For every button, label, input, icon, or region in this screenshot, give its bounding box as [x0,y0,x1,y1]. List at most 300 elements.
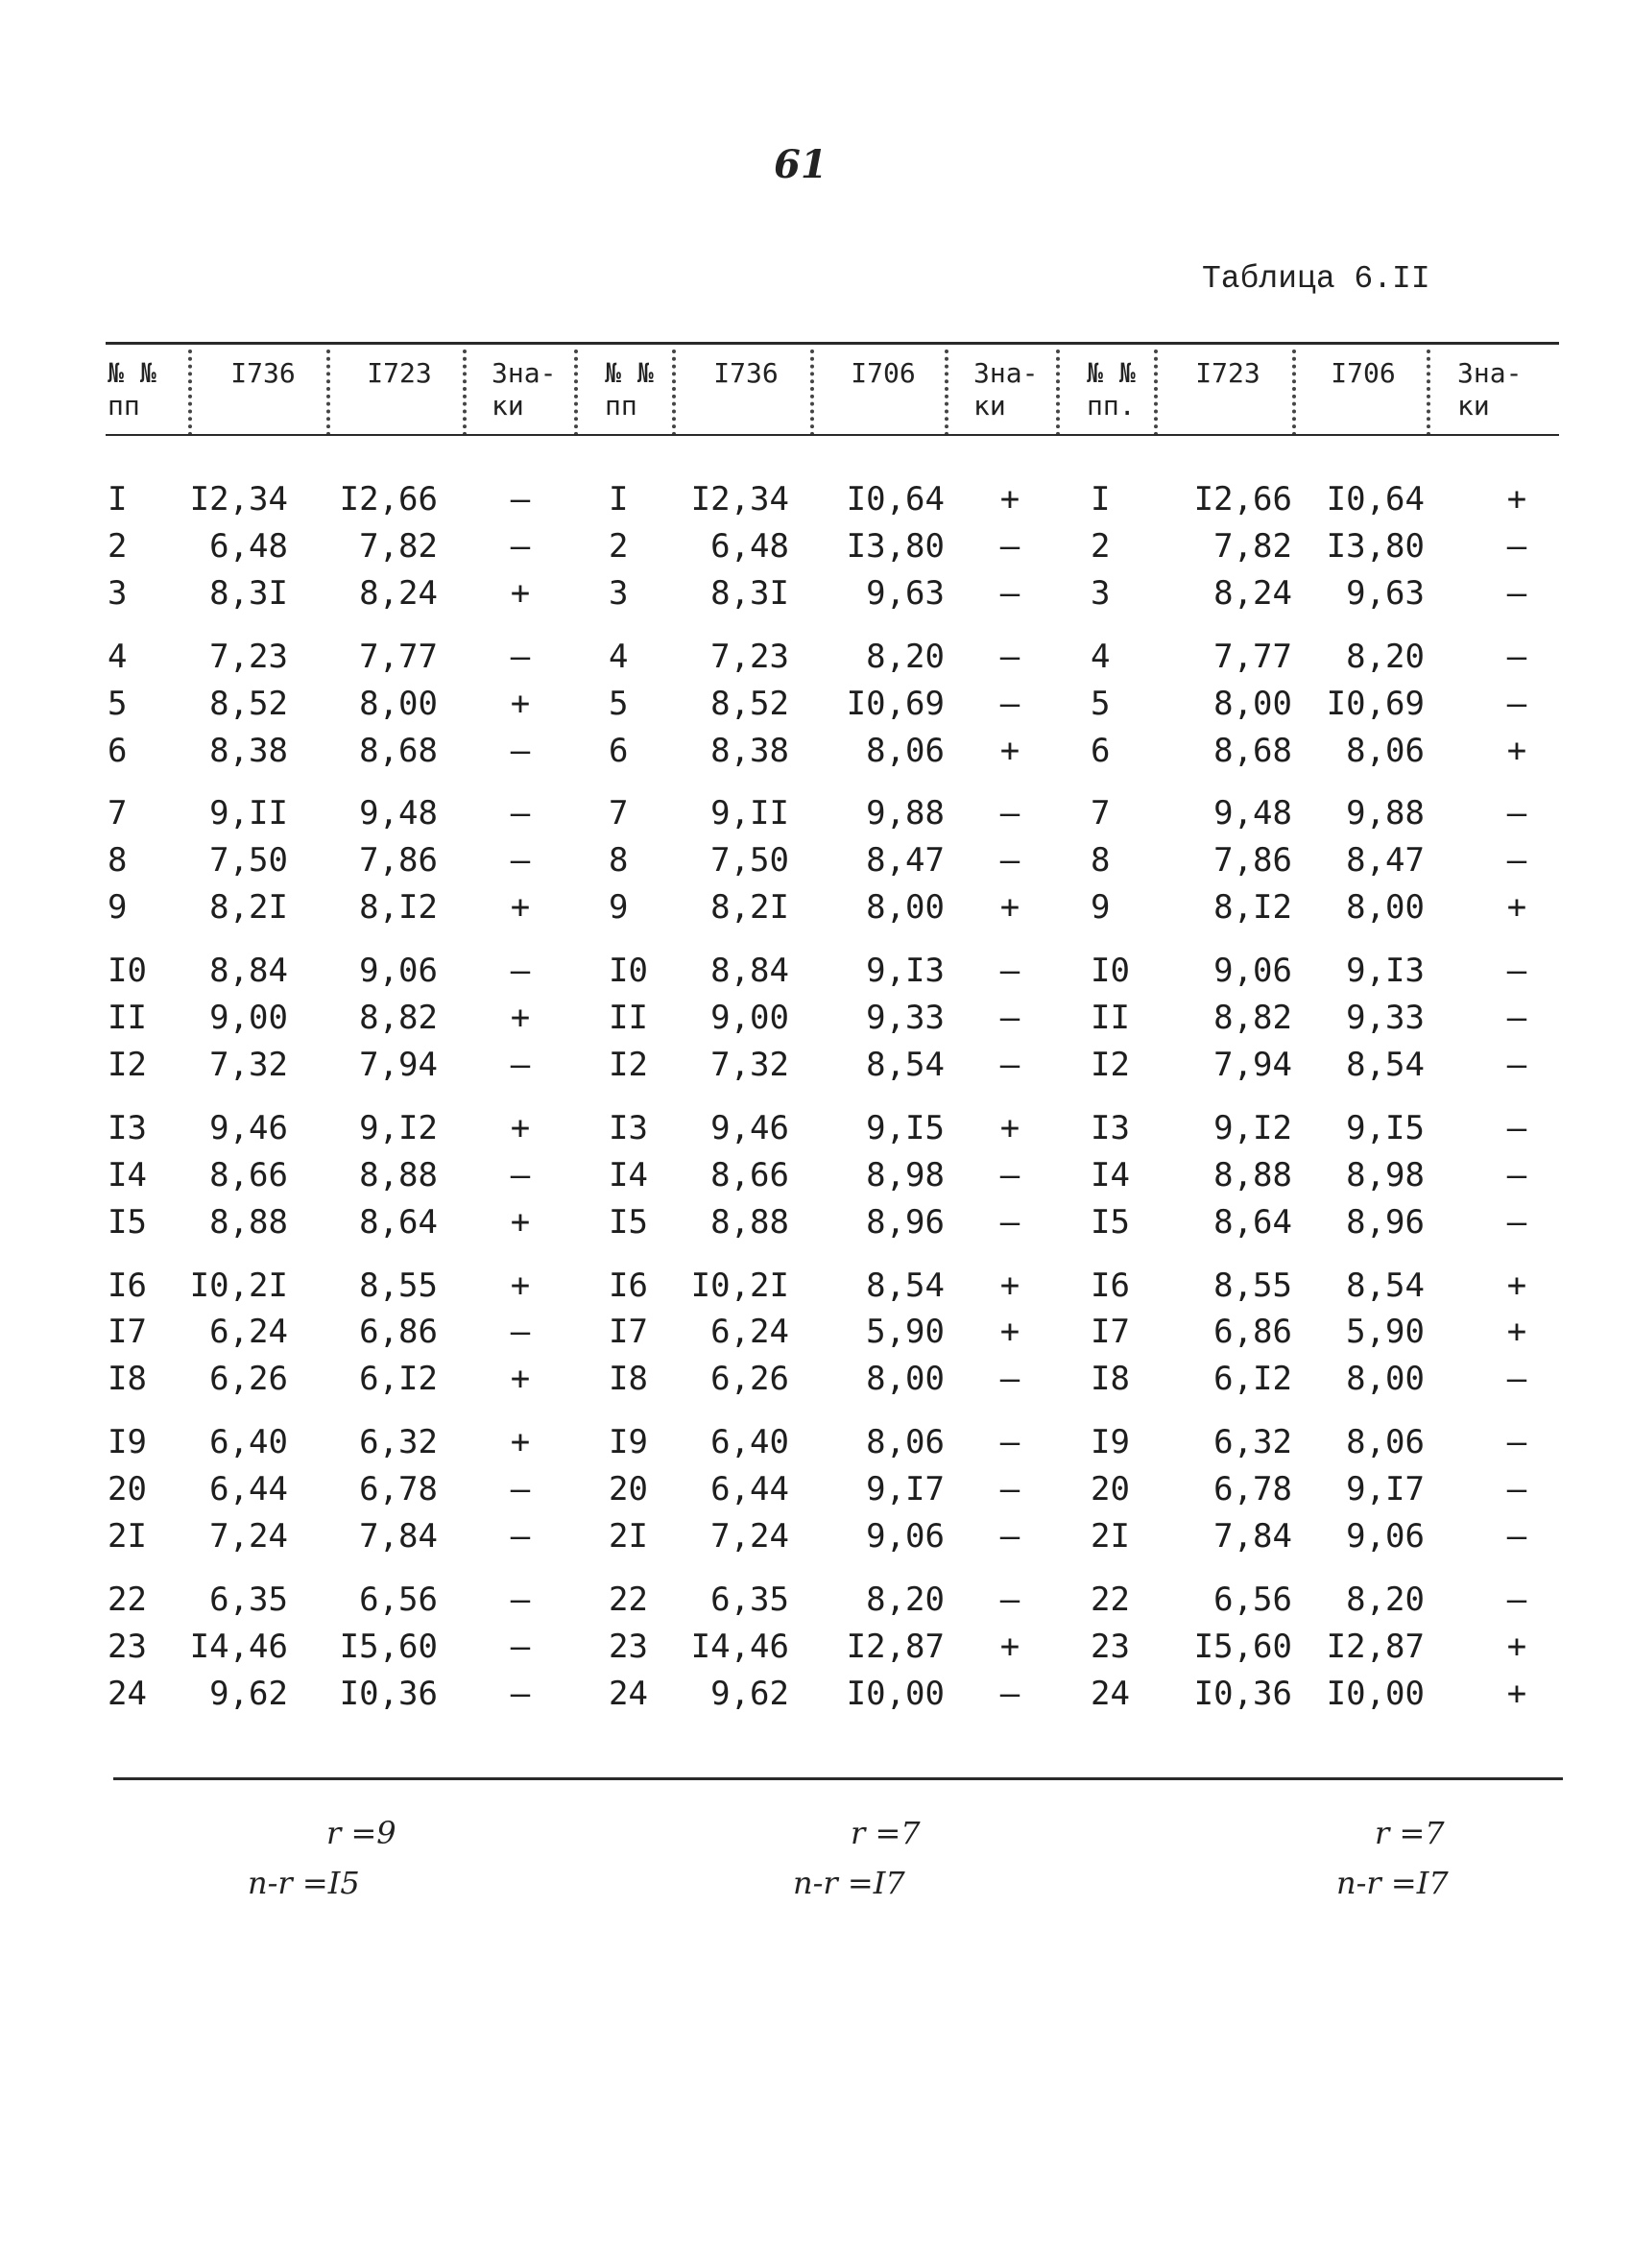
cell-g3-val-c: 9,88 [1346,794,1425,833]
cell-g1-sign: – [510,1470,531,1509]
cell-g3-number: 3 [1091,573,1111,613]
cell-g3-val-c: I2,87 [1326,1627,1425,1666]
cell-g3-number: I0 [1091,952,1130,991]
cell-g1-sign: – [510,526,531,566]
cell-g2-number: I [609,480,629,519]
header-g2-col-a: I736 [713,357,779,389]
header-g2-number: № № пп [605,357,654,422]
cell-g1-sign: + [510,573,531,613]
table-row [0,1356,1632,1402]
table-row [0,884,1632,930]
cell-g3-number: 8 [1091,841,1111,881]
cell-g3-sign: + [1506,1266,1527,1305]
cell-g2-val-a: I4,46 [690,1627,789,1666]
cell-g2-sign: – [999,684,1020,723]
cell-g1-val-b: 7,94 [359,1045,438,1084]
cell-g2-val-c: 8,54 [866,1045,945,1084]
cell-g2-val-a: 8,84 [710,952,789,991]
cell-g2-val-a: 7,50 [710,841,789,881]
cell-g2-val-a: 8,66 [710,1155,789,1194]
cell-g2-number: I7 [609,1313,648,1352]
cell-g1-number: II [108,999,147,1037]
cell-g1-val-a: 6,24 [209,1313,288,1352]
cell-g2-sign: + [999,888,1020,928]
cell-g2-val-a: I0,2I [690,1266,789,1305]
cell-g1-val-a: 8,38 [209,731,288,770]
cell-g1-number: I0 [108,952,147,991]
cell-g3-val-b: 9,I2 [1213,1108,1292,1147]
cell-g3-val-b: 8,24 [1213,573,1292,613]
cell-g1-val-a: 6,44 [209,1470,288,1509]
cell-g2-val-c: 9,63 [866,573,945,613]
cell-g1-number: 2I [108,1517,147,1556]
cell-g3-val-c: 9,33 [1346,999,1425,1037]
header-g3-col-b: I723 [1195,357,1260,389]
cell-g2-number: II [609,999,648,1037]
cell-g2-sign: – [999,573,1020,613]
cell-g3-val-c: 8,98 [1346,1155,1425,1194]
cell-g1-sign: – [510,480,531,519]
cell-g1-val-b: 8,88 [359,1155,438,1194]
table-row [0,837,1632,883]
cell-g2-val-a: 8,88 [710,1202,789,1242]
cell-g3-val-c: I0,00 [1326,1674,1425,1713]
cell-g2-val-c: I0,69 [846,684,945,723]
cell-g1-number: 2 [108,526,128,566]
cell-g3-val-c: 8,00 [1346,888,1425,928]
cell-g2-sign: + [999,1108,1020,1147]
cell-g1-val-b: 8,64 [359,1202,438,1242]
cell-g3-number: 2I [1091,1517,1130,1556]
cell-g1-val-a: 9,II [209,794,288,833]
cell-g2-sign: – [999,1517,1020,1556]
cell-g1-val-b: 8,55 [359,1266,438,1305]
cell-g3-val-b: 7,86 [1213,841,1292,881]
cell-g1-sign: + [510,684,531,723]
cell-g1-number: I9 [108,1423,147,1462]
table-row [0,1309,1632,1355]
cell-g1-val-b: 6,32 [359,1423,438,1462]
cell-g2-number: I6 [609,1266,648,1305]
cell-g3-sign: – [1506,684,1527,723]
cell-g2-number: 2 [609,526,629,566]
header-g2-signs: Зна- ки [973,357,1039,422]
cell-g1-val-a: 7,23 [209,637,288,676]
cell-g3-sign: – [1506,573,1527,613]
cell-g3-number: 22 [1091,1580,1130,1619]
cell-g2-sign: + [999,480,1020,519]
cell-g2-val-a: 9,II [710,794,789,833]
cell-g3-val-c: I0,64 [1326,480,1425,519]
page-number: 61 [774,142,828,187]
cell-g2-sign: – [999,637,1020,676]
cell-g2-val-c: I3,80 [846,526,945,566]
cell-g2-sign: – [999,1360,1020,1399]
cell-g3-sign: – [1506,841,1527,881]
cell-g2-val-c: 9,06 [866,1517,945,1556]
cell-g3-val-c: 8,54 [1346,1266,1425,1305]
cell-g3-number: 24 [1091,1674,1130,1713]
cell-g3-sign: – [1506,1423,1527,1462]
cell-g2-sign: – [999,1202,1020,1242]
table-row [0,790,1632,836]
cell-g3-sign: – [1506,637,1527,676]
cell-g3-val-b: 8,I2 [1213,888,1292,928]
cell-g2-number: I5 [609,1202,648,1242]
cell-g1-sign: + [510,888,531,928]
cell-g3-val-b: 7,84 [1213,1517,1292,1556]
cell-g3-number: 7 [1091,794,1111,833]
cell-g2-val-a: 6,40 [710,1423,789,1462]
cell-g2-sign: + [999,731,1020,770]
cell-g2-sign: – [999,1470,1020,1509]
cell-g2-val-a: 6,26 [710,1360,789,1399]
cell-g2-sign: – [999,1045,1020,1084]
cell-g3-val-b: 8,64 [1213,1202,1292,1242]
cell-g3-sign: + [1506,888,1527,928]
cell-g3-sign: – [1506,794,1527,833]
header-separator [188,350,192,436]
cell-g1-val-a: 8,3I [209,573,288,613]
cell-g3-val-c: 8,20 [1346,637,1425,676]
table-row [0,1199,1632,1245]
cell-g1-number: I3 [108,1108,147,1147]
cell-g1-val-b: 6,86 [359,1313,438,1352]
header-separator [672,350,676,436]
cell-g3-number: 23 [1091,1627,1130,1666]
header-separator [463,350,467,436]
cell-g3-val-b: 8,68 [1213,731,1292,770]
header-g3-number: № № пп. [1087,357,1136,422]
cell-g2-number: I3 [609,1108,648,1147]
cell-g2-val-a: I2,34 [690,480,789,519]
table-row [0,1042,1632,1088]
cell-g2-val-c: 8,96 [866,1202,945,1242]
cell-g2-sign: – [999,794,1020,833]
cell-g1-val-b: 8,00 [359,684,438,723]
cell-g1-sign: – [510,841,531,881]
cell-g3-number: 20 [1091,1470,1130,1509]
header-g1-col-b: I723 [367,357,432,389]
table-row [0,1419,1632,1465]
cell-g3-val-b: 6,78 [1213,1470,1292,1509]
cell-g1-number: 4 [108,637,128,676]
cell-g3-val-b: 8,00 [1213,684,1292,723]
cell-g2-sign: – [999,1674,1020,1713]
cell-g3-val-c: 8,06 [1346,1423,1425,1462]
table-row [0,570,1632,616]
cell-g2-number: 2I [609,1517,648,1556]
cell-g1-number: I8 [108,1360,147,1399]
cell-g3-val-c: 9,06 [1346,1517,1425,1556]
cell-g1-val-b: 9,06 [359,952,438,991]
cell-g3-val-c: 8,96 [1346,1202,1425,1242]
cell-g3-number: 9 [1091,888,1111,928]
cell-g2-number: 3 [609,573,629,613]
footnote-g2-nr: n-r =I7 [793,1865,905,1901]
cell-g3-val-c: I0,69 [1326,684,1425,723]
cell-g3-val-b: 7,82 [1213,526,1292,566]
cell-g3-number: 6 [1091,731,1111,770]
cell-g3-sign: – [1506,1155,1527,1194]
cell-g3-sign: – [1506,1470,1527,1509]
cell-g1-val-b: 8,24 [359,573,438,613]
cell-g3-number: I7 [1091,1313,1130,1352]
cell-g3-sign: – [1506,1108,1527,1147]
cell-g3-val-b: 6,I2 [1213,1360,1292,1399]
footnote-g2-r: r =7 [851,1815,921,1851]
header-bottom-rule [106,434,1559,436]
cell-g3-number: 5 [1091,684,1111,723]
cell-g3-sign: – [1506,526,1527,566]
cell-g2-val-c: 8,54 [866,1266,945,1305]
header-separator [1427,350,1430,436]
cell-g2-val-c: I0,64 [846,480,945,519]
cell-g2-val-c: 5,90 [866,1313,945,1352]
cell-g1-val-a: I2,34 [189,480,288,519]
cell-g1-sign: – [510,1580,531,1619]
cell-g3-val-b: 6,32 [1213,1423,1292,1462]
cell-g2-number: 4 [609,637,629,676]
cell-g3-val-c: 8,54 [1346,1045,1425,1084]
footnote-g1-nr: n-r =I5 [248,1865,360,1901]
cell-g2-val-c: I0,00 [846,1674,945,1713]
cell-g1-val-a: I0,2I [189,1266,288,1305]
cell-g2-val-c: 8,06 [866,1423,945,1462]
cell-g1-number: 24 [108,1674,147,1713]
cell-g1-number: 3 [108,573,128,613]
cell-g1-val-b: 7,82 [359,526,438,566]
cell-g3-val-c: 9,63 [1346,573,1425,613]
cell-g2-sign: – [999,841,1020,881]
cell-g1-val-a: 8,2I [209,888,288,928]
table-bottom-rule [113,1777,1563,1780]
cell-g3-sign: – [1506,999,1527,1037]
table-caption: Таблица 6.II [1202,261,1430,297]
cell-g1-sign: – [510,794,531,833]
table-row [0,476,1632,522]
table-row [0,995,1632,1041]
cell-g1-val-b: 6,78 [359,1470,438,1509]
cell-g1-val-b: 8,82 [359,999,438,1037]
header-separator [326,350,330,436]
cell-g1-sign: – [510,952,531,991]
cell-g2-val-a: 6,48 [710,526,789,566]
cell-g2-val-a: 7,32 [710,1045,789,1084]
cell-g3-val-b: 9,48 [1213,794,1292,833]
cell-g3-number: I3 [1091,1108,1130,1147]
cell-g1-val-b: 8,I2 [359,888,438,928]
cell-g3-sign: – [1506,1517,1527,1556]
cell-g3-sign: – [1506,1045,1527,1084]
cell-g2-val-a: 8,3I [710,573,789,613]
table-row [0,1263,1632,1309]
cell-g1-val-a: 8,84 [209,952,288,991]
cell-g2-number: I4 [609,1155,648,1194]
cell-g1-number: 23 [108,1627,147,1666]
cell-g1-number: 5 [108,684,128,723]
cell-g1-val-b: 7,84 [359,1517,438,1556]
cell-g1-val-a: 6,48 [209,526,288,566]
cell-g2-val-c: 8,00 [866,888,945,928]
table-row [0,1671,1632,1717]
cell-g2-val-a: 8,2I [710,888,789,928]
cell-g1-val-b: 7,77 [359,637,438,676]
cell-g1-sign: – [510,1155,531,1194]
cell-g1-val-b: I5,60 [339,1627,438,1666]
cell-g3-val-c: 8,20 [1346,1580,1425,1619]
cell-g1-sign: – [510,1313,531,1352]
footnote-g3-r: r =7 [1375,1815,1445,1851]
table-row [0,1513,1632,1559]
table-row [0,948,1632,994]
cell-g2-val-c: 8,06 [866,731,945,770]
cell-g1-number: I5 [108,1202,147,1242]
cell-g2-val-a: 7,24 [710,1517,789,1556]
cell-g1-number: 22 [108,1580,147,1619]
cell-g3-number: 2 [1091,526,1111,566]
cell-g2-val-a: 6,35 [710,1580,789,1619]
cell-g2-number: I9 [609,1423,648,1462]
header-separator [1154,350,1158,436]
cell-g2-val-c: 9,88 [866,794,945,833]
cell-g1-val-a: 7,24 [209,1517,288,1556]
cell-g1-val-b: 9,48 [359,794,438,833]
header-g2-col-c: I706 [851,357,916,389]
cell-g2-val-a: 7,23 [710,637,789,676]
cell-g2-sign: + [999,1627,1020,1666]
cell-g3-val-b: 7,94 [1213,1045,1292,1084]
cell-g1-number: I2 [108,1045,147,1084]
cell-g3-val-c: 8,47 [1346,841,1425,881]
cell-g2-sign: – [999,999,1020,1037]
table-row [0,1577,1632,1623]
header-g3-signs: Зна- ки [1457,357,1523,422]
cell-g3-sign: – [1506,1202,1527,1242]
cell-g3-number: I6 [1091,1266,1130,1305]
cell-g3-val-b: I0,36 [1193,1674,1292,1713]
cell-g2-val-a: 8,38 [710,731,789,770]
cell-g1-val-a: 7,32 [209,1045,288,1084]
cell-g2-val-c: 9,I7 [866,1470,945,1509]
cell-g1-number: I6 [108,1266,147,1305]
cell-g3-number: II [1091,999,1130,1037]
header-separator [1056,350,1060,436]
cell-g3-sign: – [1506,1360,1527,1399]
cell-g2-val-c: 8,47 [866,841,945,881]
cell-g2-number: 9 [609,888,629,928]
cell-g3-sign: + [1506,480,1527,519]
table-row [0,523,1632,569]
footnote-g1-r: r =9 [326,1815,396,1851]
table-row [0,1466,1632,1512]
cell-g3-val-b: I2,66 [1193,480,1292,519]
cell-g1-val-a: 8,88 [209,1202,288,1242]
cell-g1-val-a: 6,35 [209,1580,288,1619]
cell-g1-number: 20 [108,1470,147,1509]
cell-g3-val-c: 9,I3 [1346,952,1425,991]
cell-g1-sign: – [510,637,531,676]
cell-g1-sign: – [510,1674,531,1713]
cell-g1-val-b: 9,I2 [359,1108,438,1147]
cell-g2-sign: – [999,1580,1020,1619]
cell-g3-sign: + [1506,1313,1527,1352]
cell-g3-number: I2 [1091,1045,1130,1084]
cell-g2-number: 6 [609,731,629,770]
cell-g1-sign: + [510,1360,531,1399]
cell-g3-val-c: I3,80 [1326,526,1425,566]
header-g3-col-c: I706 [1331,357,1396,389]
header-separator [945,350,948,436]
cell-g3-val-b: 8,82 [1213,999,1292,1037]
cell-g1-val-a: 9,46 [209,1108,288,1147]
cell-g2-val-c: I2,87 [846,1627,945,1666]
table-row [0,1624,1632,1670]
cell-g1-sign: – [510,1517,531,1556]
cell-g2-number: 23 [609,1627,648,1666]
cell-g2-number: I0 [609,952,648,991]
cell-g3-val-c: 9,I5 [1346,1108,1425,1147]
table-row [0,728,1632,774]
cell-g3-val-c: 8,00 [1346,1360,1425,1399]
cell-g3-val-b: 7,77 [1213,637,1292,676]
cell-g3-number: I [1091,480,1111,519]
cell-g2-val-c: 8,20 [866,1580,945,1619]
cell-g1-val-a: I4,46 [189,1627,288,1666]
cell-g2-val-a: 6,44 [710,1470,789,1509]
cell-g1-val-a: 9,62 [209,1674,288,1713]
cell-g3-number: I5 [1091,1202,1130,1242]
cell-g1-val-b: 8,68 [359,731,438,770]
cell-g1-val-a: 8,52 [209,684,288,723]
table-row [0,1105,1632,1151]
cell-g3-val-b: I5,60 [1193,1627,1292,1666]
cell-g1-sign: + [510,1108,531,1147]
cell-g3-sign: – [1506,1580,1527,1619]
cell-g2-sign: + [999,1313,1020,1352]
cell-g2-number: 20 [609,1470,648,1509]
cell-g3-val-b: 9,06 [1213,952,1292,991]
cell-g1-sign: – [510,1627,531,1666]
cell-g1-val-a: 6,26 [209,1360,288,1399]
cell-g2-val-a: 6,24 [710,1313,789,1352]
cell-g1-sign: – [510,1045,531,1084]
cell-g3-sign: – [1506,952,1527,991]
cell-g2-number: 24 [609,1674,648,1713]
cell-g2-sign: – [999,526,1020,566]
cell-g1-number: 9 [108,888,128,928]
cell-g1-val-b: 6,56 [359,1580,438,1619]
cell-g2-val-c: 8,00 [866,1360,945,1399]
cell-g1-val-a: 9,00 [209,999,288,1037]
header-separator [810,350,814,436]
cell-g2-val-c: 8,20 [866,637,945,676]
cell-g1-val-b: 7,86 [359,841,438,881]
table-top-rule [106,342,1559,345]
header-separator [1292,350,1296,436]
cell-g1-val-b: I2,66 [339,480,438,519]
cell-g3-sign: + [1506,1627,1527,1666]
cell-g3-number: 4 [1091,637,1111,676]
cell-g2-val-a: 9,62 [710,1674,789,1713]
cell-g1-val-a: 6,40 [209,1423,288,1462]
cell-g1-sign: + [510,1202,531,1242]
cell-g1-sign: + [510,1266,531,1305]
cell-g3-val-b: 6,86 [1213,1313,1292,1352]
cell-g1-sign: – [510,731,531,770]
header-g1-col-a: I736 [230,357,296,389]
table-row [0,1152,1632,1198]
